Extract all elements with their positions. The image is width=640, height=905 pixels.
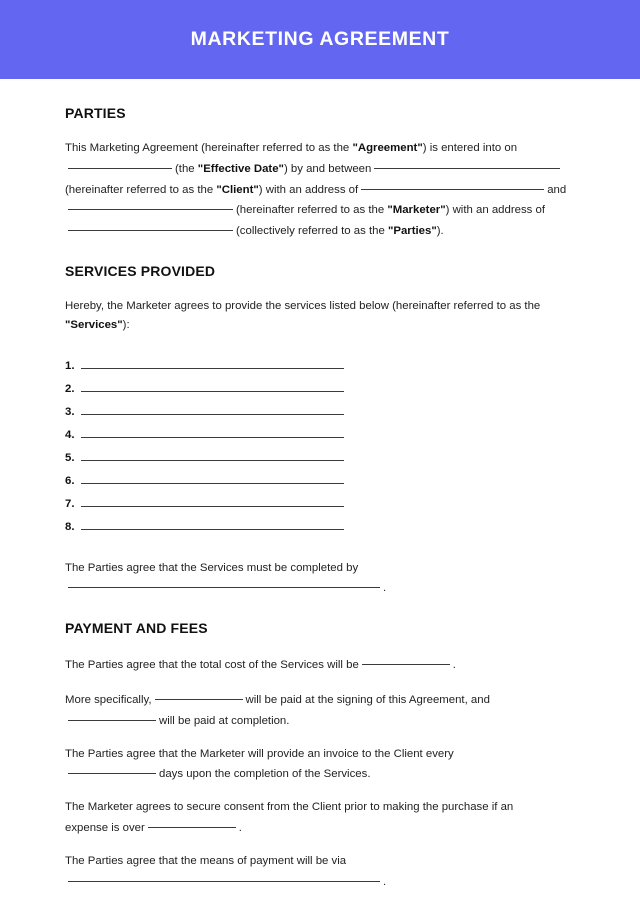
services-completion-paragraph — [65, 559, 575, 599]
total-cost-text: The Parties agree that the total cost of the Services will be — [65, 659, 359, 672]
services-intro-text-b: ): — [122, 318, 130, 331]
list-item[interactable] — [65, 449, 575, 472]
parties-line4-text-b: ) with an address of — [445, 204, 546, 217]
list-item[interactable] — [65, 495, 575, 518]
service-blank[interactable] — [81, 449, 344, 461]
service-blank[interactable] — [81, 426, 344, 438]
payment-invoice-paragraph — [65, 745, 575, 785]
list-item[interactable] — [65, 403, 575, 426]
client-address-blank[interactable] — [361, 179, 544, 190]
term-services: "Services" — [65, 318, 123, 331]
spacer — [65, 79, 575, 105]
parties-line3-text-b: ) with an address of — [258, 183, 359, 196]
spacer — [65, 838, 575, 852]
spacer — [65, 541, 575, 559]
list-item[interactable] — [65, 380, 575, 403]
section-services-provided — [65, 263, 575, 598]
service-number: 6. — [65, 474, 75, 487]
means-period: . — [383, 875, 387, 888]
parties-line5-text-a: (collectively referred to as the — [236, 225, 388, 238]
parties-line2-text-a: (the — [175, 162, 198, 175]
specifics-text-b: will be paid at the signing of this Agreement, and — [245, 693, 490, 706]
means-text: The Parties agree that the means of payment will be via — [65, 854, 347, 867]
list-item[interactable] — [65, 518, 575, 541]
section-payment-and-fees — [65, 620, 575, 891]
service-number: 7. — [65, 497, 75, 510]
specifics-text-c: will be paid at completion. — [159, 714, 290, 727]
spacer — [65, 598, 575, 620]
parties-line2-text-b: ) by and between — [283, 162, 372, 175]
service-blank[interactable] — [81, 518, 344, 530]
document-title: MARKETING AGREEMENT — [190, 27, 450, 50]
service-number: 2. — [65, 382, 75, 395]
consent-text-b: expense is over — [65, 821, 145, 834]
service-number: 4. — [65, 428, 75, 441]
payment-means-paragraph — [65, 852, 575, 892]
spacer — [65, 675, 575, 689]
parties-paragraph — [65, 139, 575, 241]
payment-specifics-paragraph — [65, 689, 575, 731]
parties-line4-text-a: (hereinafter referred to as the — [236, 204, 388, 217]
service-blank[interactable] — [81, 472, 344, 484]
payment-heading: PAYMENT AND FEES — [65, 620, 208, 637]
parties-line1-text-b: ) is entered into on — [422, 142, 518, 154]
total-cost-period: . — [452, 659, 456, 672]
spacer — [65, 241, 575, 263]
marketer-address-blank[interactable] — [68, 220, 233, 231]
spacer — [65, 636, 575, 654]
service-blank[interactable] — [81, 403, 344, 415]
section-parties — [65, 105, 575, 241]
term-agreement: "Agreement" — [352, 142, 423, 154]
service-blank[interactable] — [81, 357, 344, 369]
payment-total-cost-paragraph — [65, 654, 575, 675]
expense-limit-blank[interactable] — [148, 817, 236, 828]
consent-text-a: The Marketer agrees to secure consent from the Client prior to making the purchase if an — [65, 801, 514, 814]
service-blank[interactable] — [81, 495, 344, 507]
invoice-days-blank[interactable] — [68, 763, 156, 774]
term-parties: "Parties" — [387, 225, 437, 238]
total-cost-blank[interactable] — [362, 654, 450, 665]
client-name-blank[interactable] — [374, 158, 560, 169]
service-number: 1. — [65, 359, 75, 372]
completion-payment-blank[interactable] — [68, 710, 156, 721]
completion-period: . — [383, 582, 387, 595]
list-item[interactable] — [65, 357, 575, 380]
spacer — [65, 335, 575, 357]
spacer — [65, 784, 575, 798]
spacer — [65, 731, 575, 745]
services-intro-text-a: Hereby, the Marketer agrees to provide the services listed below (hereinafter referred to as the — [65, 299, 541, 312]
parties-line3-text-a: (hereinafter referred to as the — [65, 183, 217, 196]
parties-heading: PARTIES — [65, 105, 126, 121]
list-item[interactable] — [65, 426, 575, 449]
effective-date-blank[interactable] — [68, 158, 172, 169]
term-effective-date: "Effective Date" — [197, 162, 284, 175]
document-body — [0, 79, 640, 891]
specifics-text-a: More specifically, — [65, 693, 152, 706]
consent-period: . — [238, 821, 242, 834]
term-client: "Client" — [216, 183, 259, 196]
means-of-payment-blank[interactable] — [68, 871, 380, 882]
services-list — [65, 357, 575, 541]
services-heading: SERVICES PROVIDED — [65, 262, 216, 279]
spacer — [65, 279, 575, 297]
list-item[interactable] — [65, 472, 575, 495]
parties-line3-text-c: and — [547, 183, 567, 196]
parties-line5-text-b: ). — [436, 225, 444, 238]
term-marketer: "Marketer" — [387, 204, 446, 217]
service-blank[interactable] — [81, 380, 344, 392]
invoice-text-a: The Parties agree that the Marketer will provide an invoice to the Client every — [65, 747, 454, 760]
services-intro-paragraph — [65, 297, 575, 335]
signing-payment-blank[interactable] — [155, 689, 243, 700]
completion-date-blank[interactable] — [68, 577, 380, 588]
spacer — [65, 121, 575, 139]
parties-line1-text-a: This Marketing Agreement (hereinafter referred to as the — [65, 142, 353, 154]
document-header-banner — [0, 0, 640, 79]
service-number: 3. — [65, 405, 75, 418]
invoice-text-b: days upon the completion of the Services. — [159, 768, 371, 781]
marketer-name-blank[interactable] — [68, 199, 233, 210]
service-number: 5. — [65, 451, 75, 464]
completion-text: The Parties agree that the Services must be completed by — [65, 561, 359, 574]
payment-consent-paragraph — [65, 798, 575, 838]
service-number: 8. — [65, 520, 75, 533]
